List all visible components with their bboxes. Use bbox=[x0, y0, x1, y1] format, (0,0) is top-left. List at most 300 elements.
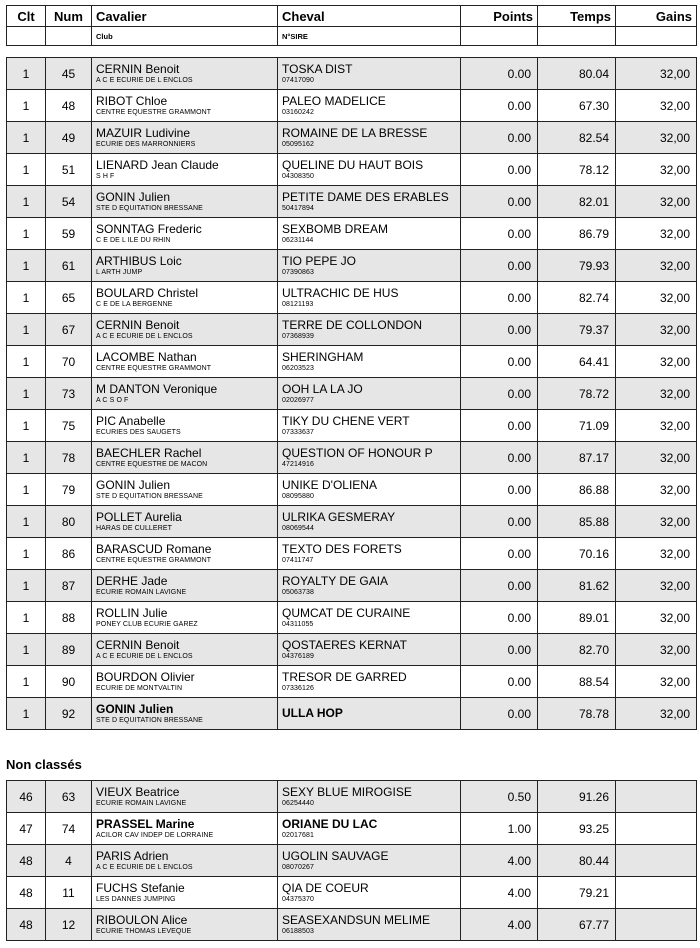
gain-cell: 32,00 bbox=[616, 282, 697, 314]
horse-name: ROYALTY DE GAIA bbox=[282, 574, 389, 589]
number-cell: 78 bbox=[46, 442, 92, 474]
rider-name: DERHE Jade bbox=[96, 574, 168, 589]
horse-cell bbox=[278, 250, 461, 282]
points-cell: 1.00 bbox=[461, 813, 538, 845]
rank-cell: 1 bbox=[7, 410, 46, 442]
number-cell: 89 bbox=[46, 634, 92, 666]
gain-cell: 32,00 bbox=[616, 698, 697, 730]
points-cell: 0.00 bbox=[461, 250, 538, 282]
horse-sire: 04311055 bbox=[282, 620, 314, 628]
horse-cell bbox=[278, 602, 461, 634]
time-cell: 88.54 bbox=[538, 666, 616, 698]
table-row bbox=[7, 186, 697, 218]
rank-cell: 1 bbox=[7, 58, 46, 90]
rank-cell: 1 bbox=[7, 538, 46, 570]
number-cell: 67 bbox=[46, 314, 92, 346]
rider-club: ECURIE ROMAIN LAVIGNE bbox=[96, 588, 187, 596]
header-empty-2 bbox=[46, 27, 92, 46]
points-cell: 0.00 bbox=[461, 634, 538, 666]
rider-cell bbox=[92, 154, 278, 186]
horse-name: TEXTO DES FORETS bbox=[282, 542, 402, 557]
points-cell: 0.00 bbox=[461, 218, 538, 250]
number-cell: 87 bbox=[46, 570, 92, 602]
rank-cell: 1 bbox=[7, 666, 46, 698]
time-cell: 82.74 bbox=[538, 282, 616, 314]
time-cell: 93.25 bbox=[538, 813, 616, 845]
gain-cell bbox=[616, 813, 697, 845]
header-cavalier: Cavalier bbox=[92, 6, 278, 27]
number-cell: 90 bbox=[46, 666, 92, 698]
gain-cell: 32,00 bbox=[616, 410, 697, 442]
horse-sire: 04375370 bbox=[282, 895, 314, 903]
time-cell: 85.88 bbox=[538, 506, 616, 538]
horse-cell bbox=[278, 698, 461, 730]
table-row bbox=[7, 314, 697, 346]
rider-club: ECURIES DES SAUGETS bbox=[96, 428, 181, 436]
points-cell: 0.00 bbox=[461, 442, 538, 474]
table-row bbox=[7, 218, 697, 250]
number-cell: 51 bbox=[46, 154, 92, 186]
horse-sire: 47214916 bbox=[282, 460, 314, 468]
gain-cell: 32,00 bbox=[616, 634, 697, 666]
number-cell: 49 bbox=[46, 122, 92, 154]
horse-cell bbox=[278, 218, 461, 250]
header-empty-5 bbox=[616, 27, 697, 46]
horse-cell bbox=[278, 186, 461, 218]
rank-cell: 1 bbox=[7, 186, 46, 218]
table-row bbox=[7, 570, 697, 602]
unranked-table bbox=[6, 780, 697, 941]
rider-cell bbox=[92, 186, 278, 218]
rider-cell bbox=[92, 346, 278, 378]
rider-name: BOURDON Olivier bbox=[96, 670, 195, 685]
horse-cell bbox=[278, 570, 461, 602]
header-points: Points bbox=[461, 6, 538, 27]
horse-cell bbox=[278, 506, 461, 538]
gain-cell: 32,00 bbox=[616, 570, 697, 602]
rider-cell bbox=[92, 314, 278, 346]
points-cell: 0.00 bbox=[461, 122, 538, 154]
rider-cell bbox=[92, 698, 278, 730]
rank-cell: 1 bbox=[7, 250, 46, 282]
rider-club: PONEY CLUB ECURIE GAREZ bbox=[96, 620, 198, 628]
rider-cell bbox=[92, 218, 278, 250]
rider-cell bbox=[92, 634, 278, 666]
horse-name: QUESTION OF HONOUR P bbox=[282, 446, 433, 461]
table-row bbox=[7, 90, 697, 122]
horse-sire: 06254440 bbox=[282, 799, 314, 807]
rider-name: FUCHS Stefanie bbox=[96, 881, 185, 896]
table-row bbox=[7, 442, 697, 474]
rider-name: SONNTAG Frederic bbox=[96, 222, 202, 237]
gain-cell: 32,00 bbox=[616, 346, 697, 378]
rider-cell bbox=[92, 781, 278, 813]
table-row bbox=[7, 410, 697, 442]
rider-club: ECURIE THOMAS LEVEQUE bbox=[96, 927, 192, 935]
rider-cell bbox=[92, 666, 278, 698]
rider-name: LIENARD Jean Claude bbox=[96, 158, 219, 173]
rider-name: LACOMBE Nathan bbox=[96, 350, 197, 365]
horse-cell bbox=[278, 314, 461, 346]
table-row bbox=[7, 538, 697, 570]
rider-name: BAECHLER Rachel bbox=[96, 446, 202, 461]
horse-name: SHERINGHAM bbox=[282, 350, 364, 365]
results-header bbox=[6, 5, 697, 46]
number-cell: 12 bbox=[46, 909, 92, 941]
horse-cell bbox=[278, 442, 461, 474]
horse-name: QUELINE DU HAUT BOIS bbox=[282, 158, 424, 173]
rider-cell bbox=[92, 410, 278, 442]
table-row bbox=[7, 845, 697, 877]
points-cell: 0.00 bbox=[461, 186, 538, 218]
rank-cell: 1 bbox=[7, 122, 46, 154]
number-cell: 80 bbox=[46, 506, 92, 538]
horse-cell bbox=[278, 58, 461, 90]
horse-name: PETITE DAME DES ERABLES bbox=[282, 190, 449, 205]
gain-cell bbox=[616, 845, 697, 877]
points-cell: 0.00 bbox=[461, 474, 538, 506]
rider-cell bbox=[92, 90, 278, 122]
rider-club: STE D EQUITATION BRESSANE bbox=[96, 716, 203, 724]
rank-cell: 46 bbox=[7, 781, 46, 813]
rank-cell: 48 bbox=[7, 909, 46, 941]
horse-name: PALEO MADELICE bbox=[282, 94, 386, 109]
rider-name: PRASSEL Marine bbox=[96, 817, 195, 832]
rider-club: ECURIE DES MARRONNIERS bbox=[96, 140, 196, 148]
horse-sire: 07336126 bbox=[282, 684, 314, 692]
table-row bbox=[7, 506, 697, 538]
table-row bbox=[7, 282, 697, 314]
rider-cell bbox=[92, 538, 278, 570]
horse-cell bbox=[278, 666, 461, 698]
time-cell: 82.70 bbox=[538, 634, 616, 666]
unranked-section-title: Non classés bbox=[6, 757, 82, 772]
rider-name: ARTHIBUS Loic bbox=[96, 254, 182, 269]
gain-cell: 32,00 bbox=[616, 506, 697, 538]
rider-cell bbox=[92, 122, 278, 154]
rider-club: A C S O F bbox=[96, 396, 129, 404]
time-cell: 86.88 bbox=[538, 474, 616, 506]
rider-name: PARIS Adrien bbox=[96, 849, 169, 864]
points-cell: 0.00 bbox=[461, 378, 538, 410]
time-cell: 64.41 bbox=[538, 346, 616, 378]
gain-cell: 32,00 bbox=[616, 122, 697, 154]
horse-name: ROMAINE DE LA BRESSE bbox=[282, 126, 428, 141]
rank-cell: 1 bbox=[7, 634, 46, 666]
horse-sire: 06231144 bbox=[282, 236, 314, 244]
rider-club: A C E ECURIE DE L ENCLOS bbox=[96, 76, 193, 84]
horse-cell bbox=[278, 877, 461, 909]
time-cell: 70.16 bbox=[538, 538, 616, 570]
horse-sire: 07417090 bbox=[282, 76, 314, 84]
rider-cell bbox=[92, 378, 278, 410]
points-cell: 0.00 bbox=[461, 602, 538, 634]
table-row bbox=[7, 378, 697, 410]
gain-cell: 32,00 bbox=[616, 378, 697, 410]
rider-club: C E DE L ILE DU RHIN bbox=[96, 236, 171, 244]
horse-sire: 07390863 bbox=[282, 268, 314, 276]
time-cell: 67.77 bbox=[538, 909, 616, 941]
rider-name: RIBOULON Alice bbox=[96, 913, 188, 928]
horse-name: TIO PEPE JO bbox=[282, 254, 357, 269]
number-cell: 92 bbox=[46, 698, 92, 730]
number-cell: 48 bbox=[46, 90, 92, 122]
rank-cell: 47 bbox=[7, 813, 46, 845]
time-cell: 79.21 bbox=[538, 877, 616, 909]
horse-sire: 06203523 bbox=[282, 364, 314, 372]
horse-sire: 03160242 bbox=[282, 108, 314, 116]
rider-name: POLLET Aurelia bbox=[96, 510, 182, 525]
rank-cell: 1 bbox=[7, 506, 46, 538]
rider-name: GONIN Julien bbox=[96, 702, 174, 717]
number-cell: 59 bbox=[46, 218, 92, 250]
horse-cell bbox=[278, 154, 461, 186]
horse-name: UNIKE D'OLIENA bbox=[282, 478, 377, 493]
horse-sire: 08095880 bbox=[282, 492, 314, 500]
number-cell: 73 bbox=[46, 378, 92, 410]
gain-cell: 32,00 bbox=[616, 602, 697, 634]
gain-cell: 32,00 bbox=[616, 250, 697, 282]
rider-club: CENTRE EQUESTRE GRAMMONT bbox=[96, 364, 212, 372]
gain-cell: 32,00 bbox=[616, 314, 697, 346]
horse-name: SEASEXANDSUN MELIME bbox=[282, 913, 431, 928]
horse-sire: 04376189 bbox=[282, 652, 314, 660]
table-row bbox=[7, 250, 697, 282]
number-cell: 45 bbox=[46, 58, 92, 90]
table-row bbox=[7, 666, 697, 698]
number-cell: 74 bbox=[46, 813, 92, 845]
horse-name: SEXBOMB DREAM bbox=[282, 222, 389, 237]
rider-name: GONIN Julien bbox=[96, 190, 171, 205]
rank-cell: 1 bbox=[7, 442, 46, 474]
rider-club: CENTRE EQUESTRE DE MACON bbox=[96, 460, 208, 468]
rank-cell: 1 bbox=[7, 474, 46, 506]
header-num: Num bbox=[46, 6, 92, 27]
horse-cell bbox=[278, 122, 461, 154]
horse-sire: 08069544 bbox=[282, 524, 314, 532]
rider-cell bbox=[92, 877, 278, 909]
rank-cell: 48 bbox=[7, 877, 46, 909]
rider-cell bbox=[92, 845, 278, 877]
horse-name: TOSKA DIST bbox=[282, 62, 353, 77]
points-cell: 0.00 bbox=[461, 346, 538, 378]
points-cell: 0.00 bbox=[461, 154, 538, 186]
table-row bbox=[7, 909, 697, 941]
rider-cell bbox=[92, 813, 278, 845]
horse-cell bbox=[278, 845, 461, 877]
gain-cell: 32,00 bbox=[616, 154, 697, 186]
gain-cell: 32,00 bbox=[616, 666, 697, 698]
rider-cell bbox=[92, 58, 278, 90]
horse-sire: 02017681 bbox=[282, 831, 314, 839]
horse-cell bbox=[278, 474, 461, 506]
number-cell: 11 bbox=[46, 877, 92, 909]
horse-sire: 07411747 bbox=[282, 556, 314, 564]
horse-name: UGOLIN SAUVAGE bbox=[282, 849, 389, 864]
gain-cell bbox=[616, 781, 697, 813]
horse-sire: 06188503 bbox=[282, 927, 314, 935]
table-row bbox=[7, 877, 697, 909]
rank-cell: 1 bbox=[7, 314, 46, 346]
rider-name: VIEUX Beatrice bbox=[96, 785, 180, 800]
gain-cell: 32,00 bbox=[616, 218, 697, 250]
points-cell: 4.00 bbox=[461, 845, 538, 877]
rider-club: STE D EQUITATION BRESSANE bbox=[96, 492, 203, 500]
gain-cell: 32,00 bbox=[616, 90, 697, 122]
rank-cell: 1 bbox=[7, 346, 46, 378]
number-cell: 70 bbox=[46, 346, 92, 378]
points-cell: 0.00 bbox=[461, 506, 538, 538]
rider-club: ECURIE DE MONTVALTIN bbox=[96, 684, 183, 692]
rank-cell: 48 bbox=[7, 845, 46, 877]
horse-name: SEXY BLUE MIROGISE bbox=[282, 785, 412, 800]
gain-cell: 32,00 bbox=[616, 538, 697, 570]
horse-cell bbox=[278, 813, 461, 845]
points-cell: 4.00 bbox=[461, 877, 538, 909]
horse-cell bbox=[278, 634, 461, 666]
horse-sire: 05063738 bbox=[282, 588, 314, 596]
rider-cell bbox=[92, 282, 278, 314]
points-cell: 0.50 bbox=[461, 781, 538, 813]
number-cell: 86 bbox=[46, 538, 92, 570]
horse-name: QOSTAERES KERNAT bbox=[282, 638, 407, 653]
points-cell: 0.00 bbox=[461, 90, 538, 122]
horse-name: ORIANE DU LAC bbox=[282, 817, 378, 832]
table-row bbox=[7, 474, 697, 506]
table-row bbox=[7, 781, 697, 813]
number-cell: 75 bbox=[46, 410, 92, 442]
rider-cell bbox=[92, 506, 278, 538]
points-cell: 0.00 bbox=[461, 410, 538, 442]
points-cell: 0.00 bbox=[461, 666, 538, 698]
rider-cell bbox=[92, 250, 278, 282]
rank-cell: 1 bbox=[7, 154, 46, 186]
horse-name: TERRE DE COLLONDON bbox=[282, 318, 423, 333]
header-temps: Temps bbox=[538, 6, 616, 27]
rank-cell: 1 bbox=[7, 282, 46, 314]
rider-cell bbox=[92, 602, 278, 634]
header-clt: Clt bbox=[7, 6, 46, 27]
number-cell: 54 bbox=[46, 186, 92, 218]
table-row bbox=[7, 813, 697, 845]
horse-sire: 50417894 bbox=[282, 204, 314, 212]
horse-name: QIA DE COEUR bbox=[282, 881, 369, 896]
table-row bbox=[7, 602, 697, 634]
horse-sire: 08070267 bbox=[282, 863, 314, 871]
rider-name: M DANTON Veronique bbox=[96, 382, 218, 397]
header-sire: N°SIRE bbox=[278, 27, 461, 46]
table-row bbox=[7, 634, 697, 666]
time-cell: 78.72 bbox=[538, 378, 616, 410]
points-cell: 4.00 bbox=[461, 909, 538, 941]
rider-club: S H F bbox=[96, 172, 115, 180]
gain-cell: 32,00 bbox=[616, 186, 697, 218]
rider-club: ACILOR CAV INDEP DE LORRAINE bbox=[96, 831, 214, 839]
horse-cell bbox=[278, 90, 461, 122]
rider-cell bbox=[92, 474, 278, 506]
time-cell: 80.04 bbox=[538, 58, 616, 90]
rider-cell bbox=[92, 570, 278, 602]
horse-sire: 08121193 bbox=[282, 300, 314, 308]
horse-sire: 07333637 bbox=[282, 428, 314, 436]
rider-club: LES DANNES JUMPING bbox=[96, 895, 176, 903]
horse-name: TIKY DU CHENE VERT bbox=[282, 414, 410, 429]
header-gains: Gains bbox=[616, 6, 697, 27]
table-row bbox=[7, 698, 697, 730]
number-cell: 63 bbox=[46, 781, 92, 813]
rank-cell: 1 bbox=[7, 570, 46, 602]
horse-cell bbox=[278, 346, 461, 378]
header-empty-4 bbox=[538, 27, 616, 46]
table-row bbox=[7, 346, 697, 378]
points-cell: 0.00 bbox=[461, 570, 538, 602]
horse-name: ULRIKA GESMERAY bbox=[282, 510, 396, 525]
horse-name: ULTRACHIC DE HUS bbox=[282, 286, 399, 301]
gain-cell: 32,00 bbox=[616, 58, 697, 90]
number-cell: 4 bbox=[46, 845, 92, 877]
horse-cell bbox=[278, 410, 461, 442]
rider-club: HARAS DE CULLERET bbox=[96, 524, 172, 532]
time-cell: 79.37 bbox=[538, 314, 616, 346]
time-cell: 71.09 bbox=[538, 410, 616, 442]
rider-name: RIBOT Chloe bbox=[96, 94, 168, 109]
rider-cell bbox=[92, 442, 278, 474]
time-cell: 80.44 bbox=[538, 845, 616, 877]
gain-cell bbox=[616, 909, 697, 941]
rank-cell: 1 bbox=[7, 378, 46, 410]
rank-cell: 1 bbox=[7, 218, 46, 250]
time-cell: 81.62 bbox=[538, 570, 616, 602]
rider-name: CERNIN Benoit bbox=[96, 318, 180, 333]
horse-sire: 02026977 bbox=[282, 396, 314, 404]
rider-club: L ARTH JUMP bbox=[96, 268, 143, 276]
points-cell: 0.00 bbox=[461, 698, 538, 730]
rank-cell: 1 bbox=[7, 602, 46, 634]
number-cell: 79 bbox=[46, 474, 92, 506]
rider-club: ECURIE ROMAIN LAVIGNE bbox=[96, 799, 187, 807]
time-cell: 67.30 bbox=[538, 90, 616, 122]
gain-cell: 32,00 bbox=[616, 442, 697, 474]
gain-cell: 32,00 bbox=[616, 474, 697, 506]
horse-cell bbox=[278, 378, 461, 410]
rider-club: A C E ECURIE DE L ENCLOS bbox=[96, 332, 193, 340]
gain-cell bbox=[616, 877, 697, 909]
rider-club: C E DE LA BERGENNE bbox=[96, 300, 173, 308]
results-table bbox=[6, 57, 697, 730]
number-cell: 61 bbox=[46, 250, 92, 282]
rider-club: A C E ECURIE DE L ENCLOS bbox=[96, 652, 193, 660]
horse-name: ULLA HOP bbox=[282, 705, 343, 720]
time-cell: 89.01 bbox=[538, 602, 616, 634]
points-cell: 0.00 bbox=[461, 58, 538, 90]
horse-name: QUMCAT DE CURAINE bbox=[282, 606, 411, 621]
rider-club: STE D EQUITATION BRESSANE bbox=[96, 204, 203, 212]
time-cell: 86.79 bbox=[538, 218, 616, 250]
time-cell: 91.26 bbox=[538, 781, 616, 813]
rider-name: BARASCUD Romane bbox=[96, 542, 212, 557]
time-cell: 82.01 bbox=[538, 186, 616, 218]
table-row bbox=[7, 122, 697, 154]
horse-cell bbox=[278, 909, 461, 941]
header-club: Club bbox=[92, 27, 278, 46]
points-cell: 0.00 bbox=[461, 314, 538, 346]
horse-sire: 04308350 bbox=[282, 172, 314, 180]
horse-cell bbox=[278, 282, 461, 314]
rider-name: GONIN Julien bbox=[96, 478, 171, 493]
horse-name: OOH LA LA JO bbox=[282, 382, 363, 397]
table-row bbox=[7, 154, 697, 186]
time-cell: 79.93 bbox=[538, 250, 616, 282]
